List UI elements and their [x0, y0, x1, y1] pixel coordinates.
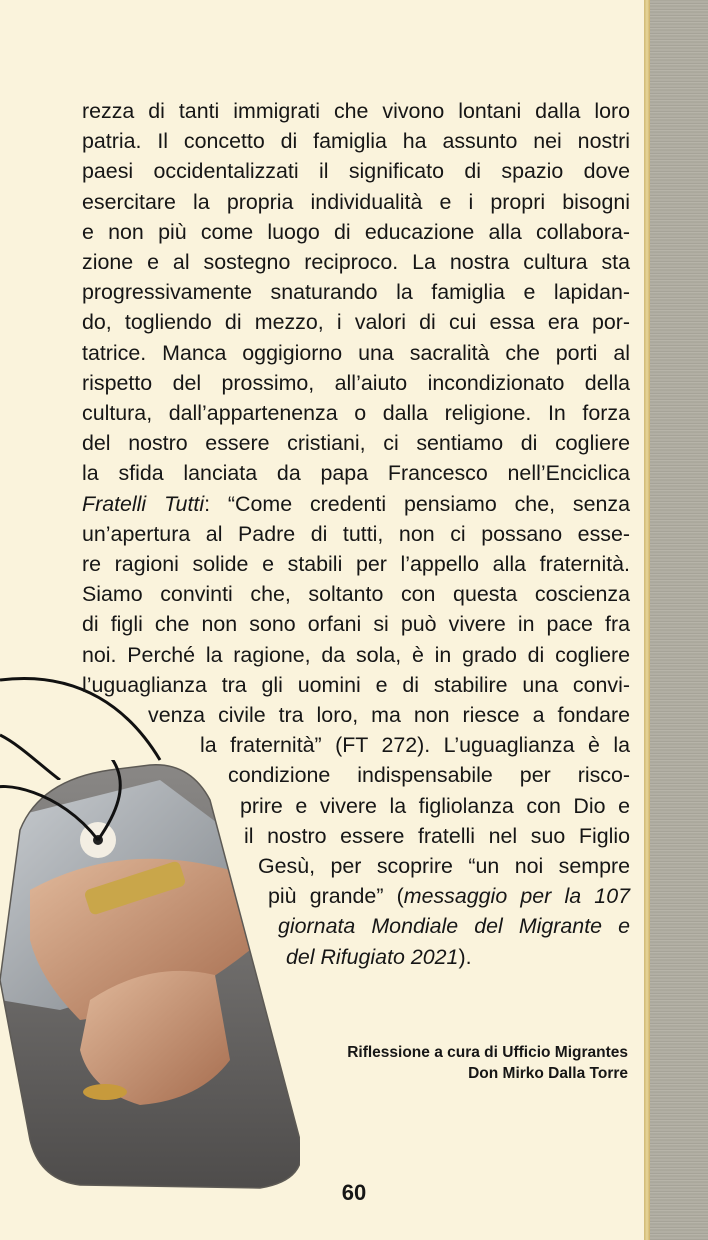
signature [347, 1042, 628, 1084]
text-line: il nostro essere fratelli nel suo Figlio [244, 823, 630, 848]
text-line: la sfida lanciata da papa Francesco nell’Enciclica [82, 461, 630, 486]
text-line: condizione indispensabile per risco- [228, 763, 630, 788]
text-line: zione e al sostegno reciproco. La nostra cultura sta [82, 250, 630, 275]
text-run: più grande” ( [268, 884, 404, 909]
text-run-italic: giornata Mondiale del Migrante e [278, 914, 630, 939]
text-line: noi. Perché la ragione, da sola, è in grado di cogliere [82, 642, 630, 667]
text-line: do, togliendo di mezzo, i valori di cui essa era por- [82, 310, 630, 335]
text-line: tatrice. Manca oggigiorno una sacralità che porti al [82, 340, 630, 365]
text-line: rezza di tanti immigrati che vivono lontani dalla loro [82, 99, 630, 123]
text-line: l’uguaglianza tra gli uomini e di stabilire una convi- [82, 672, 630, 697]
text-line: Gesù, per scoprire “un noi sempre [258, 854, 630, 879]
page-edge [644, 0, 650, 1240]
signature-line-1: Riflessione a cura di Ufficio Migrantes [347, 1044, 628, 1061]
page-number: 60 [341, 1180, 367, 1205]
text-line [82, 881, 630, 911]
text-line: venza civile tra loro, ma non riesce a fondare [148, 703, 630, 728]
text-line: rispetto del prossimo, all’aiuto incondizionato della [82, 370, 630, 395]
body-text [82, 96, 630, 972]
signature-line-2: Don Mirko Dalla Torre [468, 1065, 628, 1082]
text-line: un’apertura al Padre di tutti, non ci possano esse- [82, 521, 630, 546]
text-line [82, 911, 630, 941]
text-line: re ragioni solide e stabili per l’appello alla fraternità. [82, 552, 630, 577]
text-line: la fraternità” (FT 272). L’uguaglianza è la [200, 733, 630, 758]
text-run-italic: messaggio per la 107 [403, 884, 630, 909]
text-line: e non più come luogo di educazione alla collabora- [82, 219, 630, 244]
text-line [82, 942, 630, 972]
text-line: di figli che non sono orfani si può vivere in pace fra [82, 612, 630, 637]
text-run: ). [458, 944, 472, 969]
text-line: patria. Il concetto di famiglia ha assunto nei nostri [82, 129, 630, 154]
book-title: Fratelli Tutti [82, 491, 205, 516]
text-line: del nostro essere cristiani, ci sentiamo di cogliere [82, 431, 630, 456]
text-run-italic: del Rifugiato 2021 [286, 944, 459, 969]
text-line: Siamo convinti che, soltanto con questa coscienza [82, 582, 630, 607]
text-line: prire e vivere la figliolanza con Dio e [240, 793, 630, 818]
text-line: paesi occidentalizzati il significato di spazio dove [82, 159, 630, 184]
text-line: progressivamente snaturando la famiglia e lapidan- [82, 280, 630, 305]
text-line: cultura, dall’appartenenza o dalla religione. In forza [82, 401, 630, 426]
text-line [82, 489, 630, 519]
book-spine [650, 0, 708, 1240]
text-run: : “Come credenti pensiamo che, senza [204, 491, 631, 516]
text-line: esercitare la propria individualità e i propri bisogni [82, 189, 630, 214]
